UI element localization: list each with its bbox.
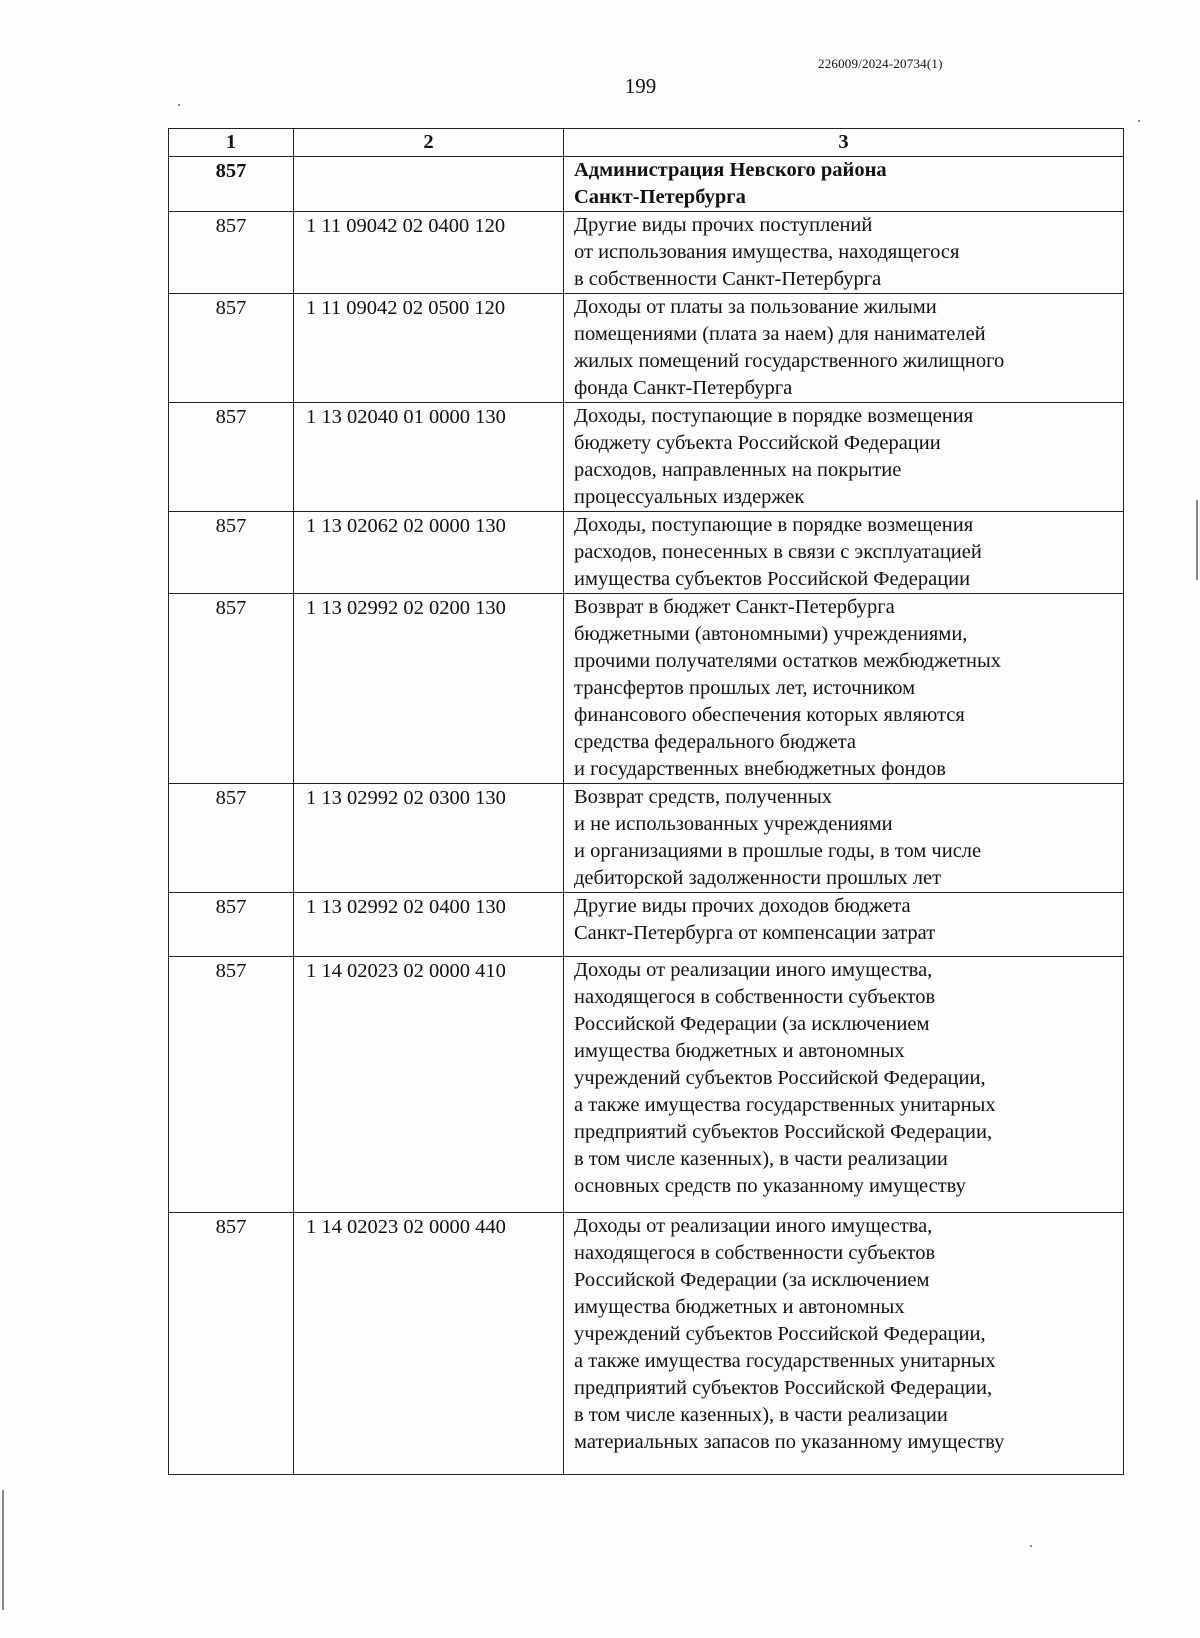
- row-kbk-cell: [294, 893, 564, 957]
- table-row: [169, 294, 1124, 403]
- table-row: [169, 594, 1124, 784]
- row-description-text: Возврат в бюджет Санкт-Петербурга бюджетными (автономными) учреждениями, прочими получателями остатков межбюджетных трансфертов прошлых лет, источником финансового обеспечения которых являются средства федерального бюджета и государственных внебюджетных фондов: [574, 596, 1001, 780]
- row-kbk-text: 1 13 02062 02 0000 130: [306, 515, 506, 537]
- row-kbk-cell: [294, 157, 564, 212]
- column-header-1: 1: [169, 129, 294, 157]
- column-header-3: 3: [564, 129, 1124, 157]
- document-id: 226009/2024-20734(1): [818, 56, 943, 71]
- scan-speck: [178, 104, 180, 106]
- row-code-text: 857: [215, 1216, 247, 1238]
- row-kbk-text: 1 11 09042 02 0500 120: [306, 297, 506, 319]
- row-description-cell: [564, 594, 1124, 784]
- table-row: [169, 957, 1124, 1213]
- row-code-text: 857: [215, 896, 247, 918]
- revenue-codes-table: [168, 128, 1124, 1475]
- scan-speck: [1196, 500, 1198, 580]
- row-code-text: 857: [215, 960, 247, 982]
- table-row: [169, 512, 1124, 594]
- row-description-text: Доходы от платы за пользование жилыми помещениями (плата за наем) для нанимателей жилых помещений государственного жилищного фонда Санкт-Петербурга: [574, 296, 1005, 399]
- row-description-text: Доходы, поступающие в порядке возмещения бюджету субъекта Российской Федерации расходов, направленных на покрытие процессуальных издержек: [574, 405, 974, 508]
- row-kbk-cell: [294, 403, 564, 512]
- row-kbk-text: 1 14 02023 02 0000 440: [306, 1216, 506, 1238]
- row-description-text: Администрация Невского района Санкт-Петербурга: [574, 159, 887, 208]
- row-code-cell: [169, 212, 294, 294]
- row-kbk-cell: [294, 294, 564, 403]
- row-code-text: 857: [215, 160, 247, 182]
- row-description-text: Другие виды прочих доходов бюджета Санкт-Петербурга от компенсации затрат: [574, 895, 936, 944]
- row-code-text: 857: [215, 787, 247, 809]
- row-code-cell: [169, 1213, 294, 1475]
- scan-speck: [2, 1490, 4, 1610]
- scan-speck: [1030, 1545, 1032, 1547]
- row-code-text: 857: [215, 297, 247, 319]
- row-code-cell: [169, 784, 294, 893]
- row-code-cell: [169, 157, 294, 212]
- table-row: [169, 403, 1124, 512]
- row-description-cell: [564, 294, 1124, 403]
- column-header-2: 2: [294, 129, 564, 157]
- table-header-row: [169, 129, 1124, 157]
- row-code-cell: [169, 893, 294, 957]
- row-code-text: 857: [215, 597, 247, 619]
- row-kbk-text: 1 13 02992 02 0300 130: [306, 787, 506, 809]
- row-code-text: 857: [215, 406, 247, 428]
- row-description-text: Другие виды прочих поступлений от использования имущества, находящегося в собственности Санкт-Петербурга: [574, 214, 960, 290]
- row-kbk-cell: [294, 594, 564, 784]
- row-kbk-cell: [294, 512, 564, 594]
- row-code-text: 857: [215, 515, 247, 537]
- table-body: [169, 157, 1124, 1475]
- row-kbk-text: 1 14 02023 02 0000 410: [306, 960, 506, 982]
- row-description-cell: [564, 403, 1124, 512]
- row-kbk-text: 1 13 02040 01 0000 130: [306, 406, 506, 428]
- row-description-cell: [564, 893, 1124, 957]
- row-kbk-cell: [294, 957, 564, 1213]
- table-row: [169, 157, 1124, 212]
- row-description-text: Доходы от реализации иного имущества, находящегося в собственности субъектов Российской Федерации (за исключением имущества бюджетных и автономных учреждений субъектов Российской Федерации, а также имущества государственных унитарных предприятий субъектов Российской Федерации, в том числе казенных), в части реализации материальных запасов по указанному имуществу: [574, 1215, 1005, 1453]
- row-description-text: Возврат средств, полученных и не использованных учреждениями и организациями в прошлые годы, в том числе дебиторской задолженности прошлых лет: [574, 786, 982, 889]
- row-code-cell: [169, 403, 294, 512]
- row-kbk-text: 1 11 09042 02 0400 120: [306, 215, 506, 237]
- row-code-cell: [169, 294, 294, 403]
- table-row: [169, 1213, 1124, 1475]
- row-kbk-cell: [294, 1213, 564, 1475]
- row-kbk-text: 1 13 02992 02 0400 130: [306, 896, 506, 918]
- row-kbk-text: 1 13 02992 02 0200 130: [306, 597, 506, 619]
- row-kbk-cell: [294, 784, 564, 893]
- row-kbk-cell: [294, 212, 564, 294]
- table-row: [169, 784, 1124, 893]
- row-description-cell: [564, 512, 1124, 594]
- row-description-text: Доходы от реализации иного имущества, находящегося в собственности субъектов Российской Федерации (за исключением имущества бюджетных и автономных учреждений субъектов Российской Федерации, а также имущества государственных унитарных предприятий субъектов Российской Федерации, в том числе казенных), в части реализации основных средств по указанному имуществу: [574, 959, 996, 1197]
- page-number: 199: [624, 74, 657, 98]
- row-description-cell: [564, 212, 1124, 294]
- table-row: [169, 212, 1124, 294]
- row-description-cell: [564, 1213, 1124, 1475]
- row-description-text: Доходы, поступающие в порядке возмещения расходов, понесенных в связи с эксплуатацией имущества субъектов Российской Федерации: [574, 514, 982, 590]
- row-description-cell: [564, 784, 1124, 893]
- row-code-cell: [169, 512, 294, 594]
- table-row: [169, 893, 1124, 957]
- scan-speck: [1138, 120, 1140, 122]
- row-code-cell: [169, 594, 294, 784]
- row-description-cell: [564, 157, 1124, 212]
- row-code-text: 857: [215, 215, 247, 237]
- row-description-cell: [564, 957, 1124, 1213]
- row-code-cell: [169, 957, 294, 1213]
